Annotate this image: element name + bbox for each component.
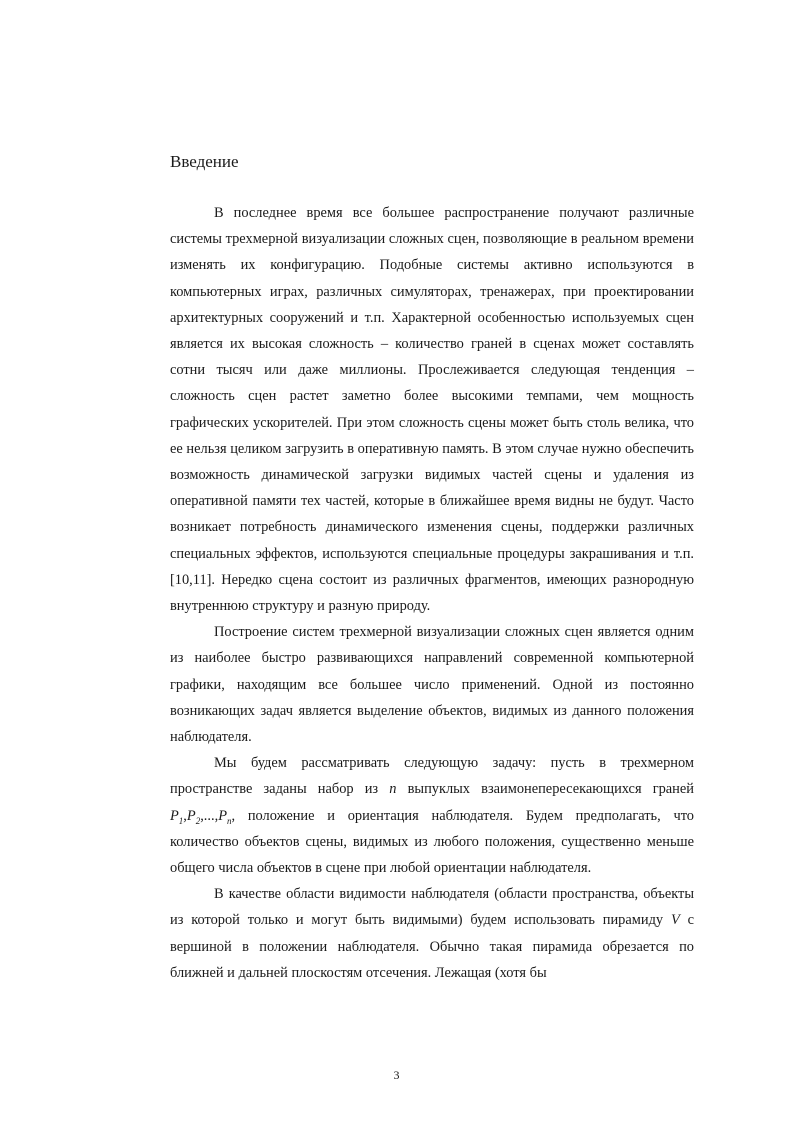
paragraph-2: Построение систем трехмерной визуализации сложных сцен является одним из наиболее быстро развивающихся направлений современной компьютерной графики, находящим все большее число применений. Одной из постоянно возникающих задач является выделение объектов, видимых из данного положения наблюдателя. <box>170 624 694 746</box>
body-text <box>170 200 694 986</box>
paragraph-3-text-b: выпуклых взаимонепересекающихся граней <box>407 781 694 798</box>
formula-p2 <box>187 808 200 824</box>
paragraph-3-text-c: , положение и ориентация наблюдателя. Будем предполагать, что количество объектов сцены, видимых из любого положения, существенно меньше общего числа объектов в сцене при любой ориентации наблюдателя. <box>170 807 694 877</box>
section-heading: Введение <box>170 152 239 171</box>
variable-v: V <box>670 912 680 929</box>
paragraph-4 <box>170 881 694 986</box>
formula-p2-symbol: P <box>186 807 196 824</box>
formula-p1 <box>170 808 183 824</box>
formula-p1-symbol: P <box>170 807 179 824</box>
formula-p1-index: 1 <box>178 815 184 826</box>
formula-ellipsis: ,..., <box>200 807 219 824</box>
formula-pn-index: n <box>227 815 232 826</box>
formula-pn <box>218 808 231 824</box>
paragraph-3: Мы будем рассматривать следующую задачу: пусть в трехмерном пространстве заданы набор из n выпуклых взаимонепересекающихся граней $P_1,P_2,...,P_n$, положение и ориентация наблюдателя. Будем предполагать, что количество объектов сцены, видимых из любого положения, существенно меньше общего числа объектов в сцене при любой ориентации наблюдателя. <box>170 755 694 877</box>
paragraph-3-text-a: Мы будем рассматривать следующую задачу: пусть в трехмерном пространстве заданы набор из <box>170 755 694 798</box>
page-number: 3 <box>393 1068 400 1082</box>
paragraph-1: В последнее время все большее распространение получают различные системы трехмерной визуализации сложных сцен, позволяющие в реальном времени изменять их конфигурацию. Подобные системы активно используются в компьютерных играх, различных симуляторах, тренажерах, при проектировании архитектурных сооружений и т.п. Характерной особенностью используемых сцен является их высокая сложность – количество граней в сценах может составлять сотни тысяч или даже миллионы. Прослеживается следующая тенденция – сложность сцен растет заметно более высокими темпами, чем мощность графических ускорителей. При этом сложность сцены может быть столь велика, что ее нельзя целиком загрузить в оперативную память. В этом случае нужно обеспечить возможность динамической загрузки видимых частей сцены и удаления из оперативной памяти тех частей, которые в ближайшее время видны не будут. Часто возникает потребность динамического изменения сцены, поддержки различных специальных эффектов, используются специальные процедуры закрашивания и т.п. [10,11]. Нередко сцена состоит из различных фрагментов, имеющих разнородную внутреннюю структуру и разную природу. <box>170 205 694 615</box>
formula-pn-symbol: P <box>218 807 227 824</box>
formula-p2-index: 2 <box>195 815 201 826</box>
paragraph-4-text-b: с вершиной в положении наблюдателя. Обычно такая пирамида обрезается по ближней и дальней плоскостям отсечения. Лежащая (хотя бы <box>170 912 694 981</box>
paragraph-4-text-a: В качестве области видимости наблюдателя (области пространства, объекты из которой только и могут быть видимыми) будем использовать пирамиду <box>170 886 694 929</box>
variable-n: n <box>389 781 397 798</box>
